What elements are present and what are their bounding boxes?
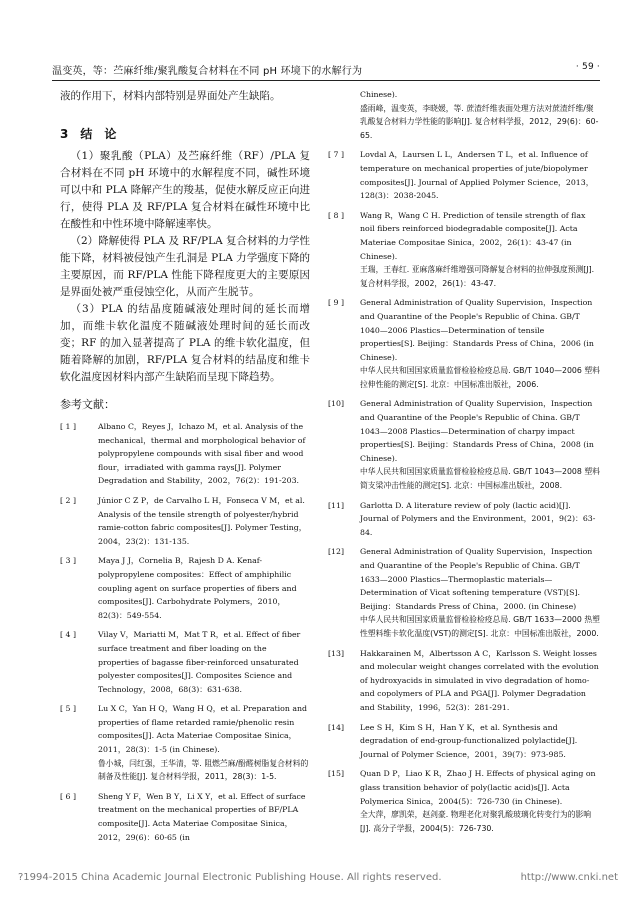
reference-text: Maya J J，Cornelia B，Rajesh D A. Kenaf-polypropylene composites：Effect of amphiphilic coupling agent on surface properties of fibers and composites[J]. Carbohydrate Polymers，2010，82(3)：549-554. bbox=[98, 556, 297, 620]
reference-chinese: 鲁小城，闫红强，王华清，等. 阻燃苎麻/酚醛树脂复合材料的制备及性能[J]. 复合材料学报，2011，28(3)：1-5. bbox=[98, 758, 309, 782]
running-header bbox=[52, 62, 600, 78]
reference-number: [ 7 ] bbox=[328, 150, 345, 160]
reference-chinese: 中华人民共和国国家质量监督检验检疫总局. GB/T 1040—2006 塑料 拉伸性能的测定[S]. 北京：中国标准出版社，2006. bbox=[360, 366, 600, 389]
reference-text: Lu X C，Yan H Q，Wang H Q，et al. Preparation and properties of flame retarded ramie/phenolic resin composites[J]. Acta Materiae Compositae Sinica，2011，28(3)：1-5 (in Chinese). bbox=[98, 704, 307, 755]
reference-number: [10] bbox=[328, 399, 345, 409]
conclusion-2: （2）降解使得 PLA 及 RF/PLA 复合材料的力学性能下降，材料被侵蚀产生孔洞是 PLA 力学强度下降的主要原因，而 RF/PLA 性能下降程度更大的主要原因是界面处被严重侵蚀空化，从而产生脱节。 bbox=[60, 235, 310, 298]
reference-5 bbox=[60, 702, 310, 784]
copyright-footer bbox=[18, 872, 618, 883]
reference-4 bbox=[60, 628, 310, 696]
reference-chinese: 王瑞，王春红. 亚麻落麻纤维增强可降解复合材料的拉伸强度预测[J]. 复合材料学报，2002，26(1)：43-47. bbox=[360, 265, 595, 288]
reference-text: Chinese). bbox=[360, 90, 398, 99]
references-heading: 参考文献： bbox=[60, 398, 115, 411]
reference-number: [12] bbox=[328, 547, 345, 557]
reference-chinese: 盛雨峰，温变英，李晓媛，等. 蔗渣纤维表面处理方法对蔗渣纤维/聚乳酸复合材料力学性能的影响[J]. 复合材料学报，2012，29(6)：60-65. bbox=[360, 103, 599, 140]
reference-6 bbox=[60, 790, 310, 844]
reference-text: Sheng Y F，Wen B Y，Li X Y，et al. Effect of surface treatment on the mechanical properties of BF/PLA composite[J]. Acta Materiae Compositae Sinica，2012，29(6)：60-65 (in bbox=[98, 791, 306, 842]
reference-3 bbox=[60, 554, 310, 622]
intro-paragraph: 液的作用下，材料内部特别是界面处产生缺陷。 bbox=[60, 90, 281, 102]
reference-number: [15] bbox=[328, 769, 345, 779]
reference-text: Wang R，Wang C H. Prediction of tensile strength of flax noil fibers reinforced biodegradable composite[J]. Acta Materiae Compositae Sinica，2002，26(1)：43-47 (in Chinese). bbox=[360, 210, 586, 261]
reference-11 bbox=[328, 499, 600, 540]
footer-link[interactable]: http://www.cnki.net bbox=[520, 872, 618, 883]
reference-text: Albano C，Reyes J，Ichazo M，et al. Analysis of the mechanical，thermal and morphological behavior of polypropylene compounds with sisal fiber and wood flour，irradiated with gamma rays[J]. Polymer Degradation and Stability，2002，76(2)：191-203. bbox=[98, 422, 306, 486]
reference-14 bbox=[328, 721, 600, 762]
reference-number: [ 4 ] bbox=[60, 630, 77, 640]
reference-number: [ 3 ] bbox=[60, 556, 77, 566]
left-column bbox=[60, 88, 310, 850]
reference-15 bbox=[328, 767, 600, 835]
reference-text: Lovdal A，Laursen L L，Andersen T L，et al. Influence of temperature on mechanical properties of jute/biopolymer composites[J]. Journal of Applied Polymer Science，2013，128(3)：2038-2045. bbox=[360, 150, 594, 201]
reference-number: [14] bbox=[328, 722, 345, 732]
copyright-text: ?1994-2015 China Academic Journal Electronic Publishing House. All rights reserved. bbox=[18, 872, 442, 883]
running-title: 温变英，等：苎麻纤维/聚乳酸复合材料在不同 pH 环境下的水解行为 bbox=[52, 66, 363, 77]
reference-8 bbox=[328, 209, 600, 291]
conclusion-3: （3）PLA 的结晶度随碱液处理时间的延长而增加，而维卡软化温度不随碱液处理时间的延长而改变；RF 的加入显著提高了 PLA 的维卡软化温度，但随着降解的加剧，RF/PLA 复合材料的结晶度和维卡软化温度因材料内部产生缺陷而呈现下降趋势。 bbox=[60, 303, 310, 383]
reference-chinese: 全大萍，廖凯荣，赵剑豪. 物理老化对聚乳酸玻璃化转变行为的影响[J]. 高分子学报，2004(5)：726-730. bbox=[360, 810, 592, 833]
right-column bbox=[328, 88, 600, 841]
reference-number: [ 5 ] bbox=[60, 704, 77, 714]
reference-text: Garlotta D. A literature review of poly (lactic acid)[J]. Journal of Polymers and the Environment，2001，9(2)：63-84. bbox=[360, 500, 596, 537]
reference-chinese: 中华人民共和国国家质量监督检验检疫总局. GB/T 1633—2000 热塑性塑料维卡软化温度(VST)的测定[S]. 北京：中国标准出版社，2000. bbox=[360, 615, 600, 638]
reference-number: [ 6 ] bbox=[60, 791, 77, 801]
reference-6-continued bbox=[328, 88, 600, 142]
reference-2 bbox=[60, 494, 310, 548]
reference-9 bbox=[328, 296, 600, 391]
header-rule bbox=[52, 80, 600, 81]
page-number: · 59 · bbox=[575, 62, 600, 72]
reference-number: [11] bbox=[328, 500, 345, 510]
reference-text: Lee S H，Kim S H，Han Y K，et al. Synthesis and degradation of end-group-functionalized polylactide[J]. Journal of Polymer Science，2001，39(7)：973-985. bbox=[360, 722, 578, 759]
reference-text: General Administration of Quality Supervision，Inspection and Quarantine of the People's Republic of China. GB/T 1040—2006 Plastics—Determination of tensile properties[S]. Beijing：Standards Press of China，2006 (in Chinese). bbox=[360, 298, 594, 362]
reference-text: General Administration of Quality Supervision，Inspection and Quarantine of the People's Republic of China. GB/T 1633—2000 Plastics—Thermoplastic materials—Determination of Vicat softening temperature (VST)[S]. Beijing：Standards Press of China，2000. (in Chinese) bbox=[360, 547, 593, 611]
reference-12 bbox=[328, 545, 600, 640]
reference-number: [ 1 ] bbox=[60, 422, 77, 431]
reference-10 bbox=[328, 397, 600, 492]
reference-text: General Administration of Quality Supervision，Inspection and Quarantine of the People's Republic of China. GB/T 1043—2008 Plastics—Determination of charpy impact properties[S]. Beijing：Standards Press of China，2008 (in Chinese). bbox=[360, 399, 594, 463]
reference-number: [13] bbox=[328, 648, 345, 658]
reference-number: [ 2 ] bbox=[60, 495, 77, 505]
conclusion-1: （1）聚乳酸（PLA）及苎麻纤维（RF）/PLA 复合材料在不同 pH 环境中的水解程度不同，碱性环境可以中和 PLA 降解产生的羧基，促使水解反应正向进行，使得 PLA 及 RF/PLA 复合材料在碱性环境中比在酸性和中性环境中降解速率快。 bbox=[60, 150, 310, 230]
reference-number: [ 9 ] bbox=[328, 298, 345, 308]
reference-7 bbox=[328, 148, 600, 202]
reference-text: Hakkarainen M，Albertsson A C，Karlsson S. Weight losses and molecular weight changes correlated with the evolution of hydroxyacids in simulated in vivo degradation of homo- and copolymers of PLA and PGA[J]. Polymer Degradation and Stability，1996，52(3)：281-291. bbox=[360, 648, 599, 712]
reference-1 bbox=[60, 420, 310, 488]
reference-text: Vilay V，Mariatti M，Mat T R，et al. Effect of fiber surface treatment and fiber loading on the properties of bagasse fiber-reinforced unsaturated polyester composites[J]. Composites Science and Technology，2008，68(3)：631-638. bbox=[98, 630, 301, 694]
section-title: 3 结 论 bbox=[60, 127, 117, 141]
reference-13 bbox=[328, 647, 600, 715]
reference-chinese: 中华人民共和国国家质量监督检验检疫总局. GB/T 1043—2008 塑料 简支梁冲击性能的测定[S]. 北京：中国标准出版社，2008. bbox=[360, 467, 600, 491]
reference-text: Quan D P，Liao K R，Zhao J H. Effects of physical aging on glass transition behavior of poly(lactic acid)s[J]. Acta Polymerica Sinica，2004(5)：726-730 (in Chinese). bbox=[360, 769, 596, 806]
reference-number: [ 8 ] bbox=[328, 210, 345, 220]
reference-text: Júnior C Z P，de Carvalho L H，Fonseca V M，et al. Analysis of the tensile strength of polyester/hybrid ramie-cotton fabric composites[J]. Polymer Testing，2004，23(2)：131-135. bbox=[98, 495, 307, 546]
